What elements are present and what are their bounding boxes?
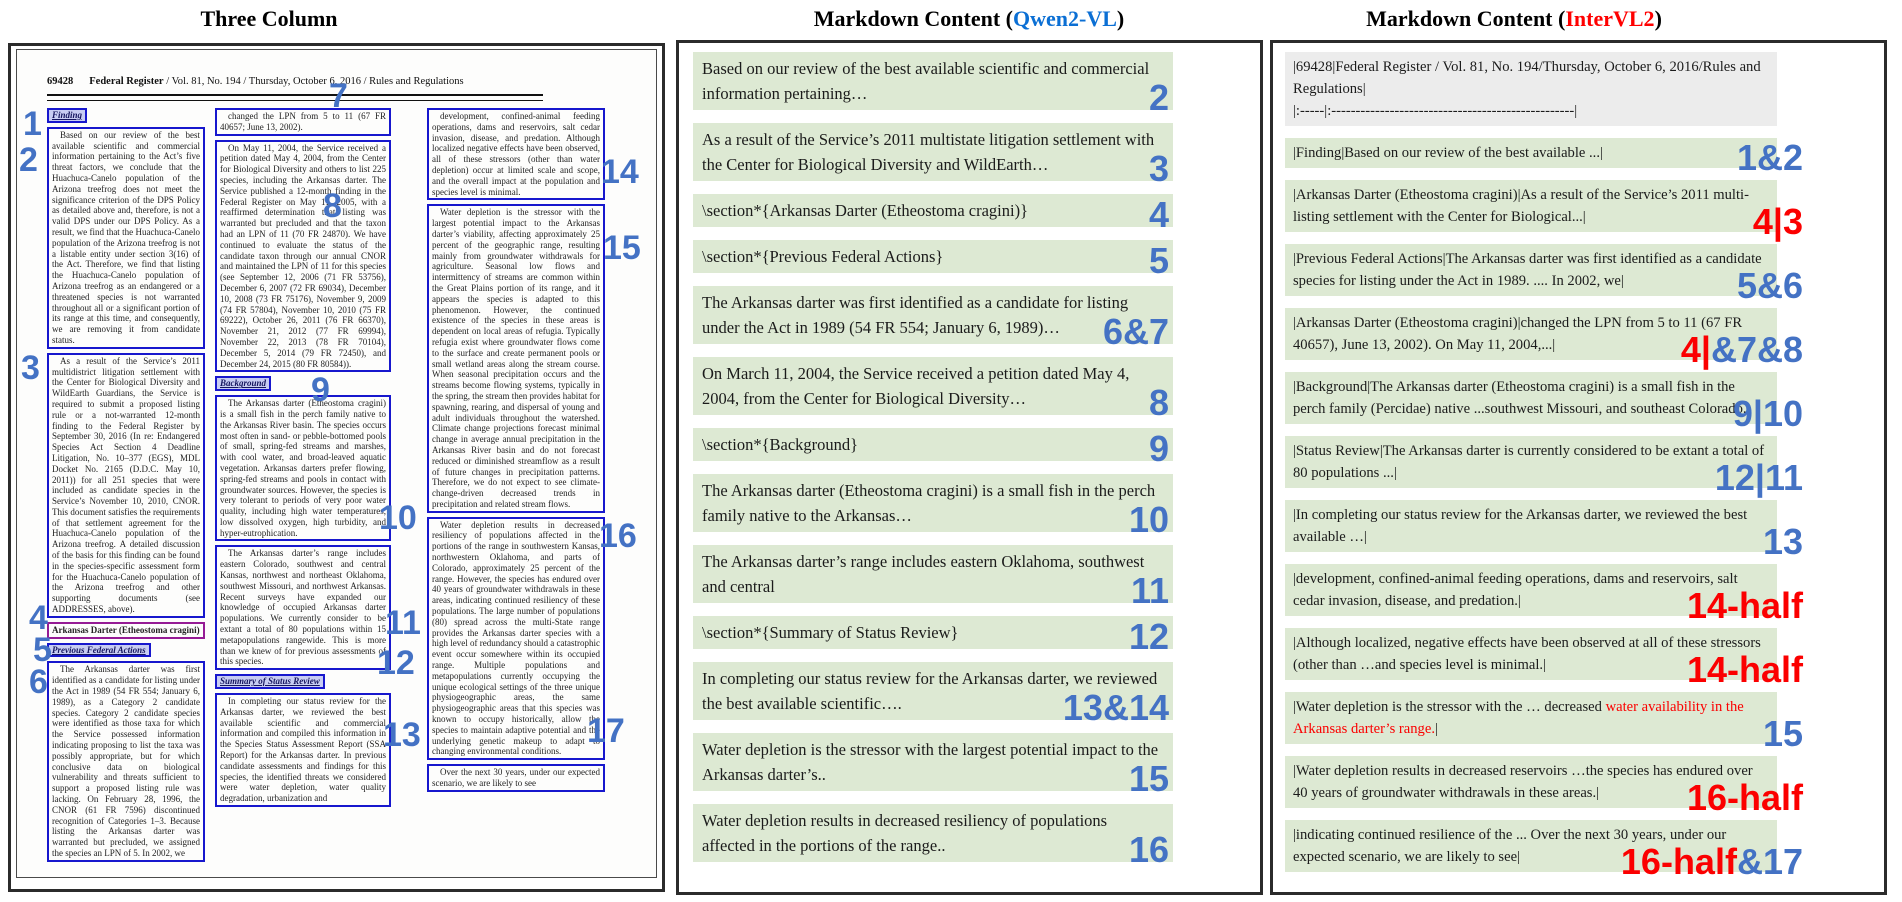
qwen-row-12-region-label: 15 (1128, 758, 1169, 799)
intervl-row-12-region-label-blue: &17 (1736, 841, 1803, 882)
qwen-row-6-text: On March 11, 2004, the Service received a petition dated May 4, 2004, from the Center for Biological Diversity… (702, 364, 1130, 408)
intervl-markdown-panel (1270, 40, 1887, 895)
qwen-row-7 (693, 428, 1173, 469)
intervl-row-8 (1285, 564, 1803, 626)
intervl-row-1-region-label: 1&2 (1736, 137, 1803, 178)
qwen-row-4-region-label: 5 (1148, 240, 1169, 281)
intervl-model-name: InterVL2 (1565, 6, 1655, 31)
intervl-row-10-text-post: | (1434, 721, 1438, 737)
intervl-row-7-text: |In completing our status review for the Arkansas darter, we reviewed the best available …| (1293, 507, 1748, 545)
region-number-7: 7 (329, 77, 348, 115)
region-number-17: 17 (587, 712, 625, 750)
doc-block-16: Water depletion results in decreased resiliency of populations affected in the portions of the range in southwestern Kansas, northwestern Oklahoma, and parts of Colorado, approximately 25 percent of the range. However, the species has endured over 40 years of groundwater withdrawals in these areas, indicating continued resiliency of these populations. The large number of populations (80) spread across the multi-State range provides the Arkansas darter species with a high level of redundancy should a catastrophic event occur somewhere within its occupied range. Multiple populations and metapopulations currently occupying the unique ecological settings of the three unique physiogeographic areas, the same physiogeographic areas that this species was known to occupy historically, allow the species to maintain adaptive potential and the underlying genetic makeup to adapt to changing environmental conditions. (427, 517, 605, 761)
intervl-row-7-region-label: 13 (1762, 521, 1803, 562)
region-number-10: 10 (379, 499, 417, 537)
journal-name: Federal Register (89, 76, 164, 87)
intervl-row-10 (1285, 692, 1803, 754)
intervl-row-8-region-label: 14-half (1686, 585, 1803, 626)
intervl-row-9-region-label: 14-half (1686, 649, 1803, 690)
region-number-12: 12 (377, 644, 415, 682)
intervl-row-11 (1285, 756, 1803, 818)
intervl-row-5-region-label: 9|10 (1732, 393, 1803, 434)
region-number-11: 11 (385, 604, 421, 642)
qwen-row-1-region-label: 2 (1148, 77, 1169, 118)
intervl-row-1-text: |Finding|Based on our review of the best available ...| (1293, 145, 1603, 161)
region-number-8: 8 (323, 187, 342, 225)
doc-block-2: Based on our review of the best available scientific and commercial information pertaining to the Act’s five threat factors, we conclude that the Huachuca-Canelo population of the Arizona treefrog does not meet the significance criterion of the DPS Policy as detailed above and, therefore, is not a valid DPS under our DPS Policy. As a result, we find that the Huachuca-Canelo population of the Arizona treefrog is not a listable entity under section 3(16) of the Act. Therefore, we find that listing the Huachuca-Canelo population of Arizona treefrog as an endangered or a threatened species is not warranted throughout all or a significant portion of its range at this time, and consequently, we are removing it from candidate status. (47, 127, 205, 349)
qwen-row-9-text: The Arkansas darter’s range includes eastern Oklahoma, southwest and central (702, 552, 1145, 596)
region-number-16: 16 (599, 517, 637, 555)
intervl-row-12 (1285, 820, 1803, 882)
intervl-row-4-region-label-blue: &7&8 (1710, 329, 1803, 370)
qwen-row-2-text: As a result of the Service’s 2011 multistate litigation settlement with the Center for Biological Diversity and WildEarth… (702, 130, 1155, 174)
qwen-row-1 (693, 52, 1173, 118)
intervl-row-5 (1285, 372, 1803, 434)
qwen-row-6 (693, 357, 1173, 423)
qwen-row-8-text: The Arkansas darter (Etheostoma cragini) is a small fish in the perch family native to the Arkansas… (702, 481, 1156, 525)
doc-block-17: Over the next 30 years, under our expected scenario, we are likely to see (427, 764, 605, 792)
qwen-title-suffix: ) (1116, 6, 1125, 31)
doc-block-8: On May 11, 2004, the Service received a petition dated May 4, 2004, from the Center for Biological Diversity and others to list 225 species, including the Arkansas darter. The Service published a 12-month finding in the Federal Register on May 11, 2005, with a reaffirmed determination that listing was warranted but precluded and that the taxon had an LPN of 11 (70 FR 24870). We have continued to evaluate the status of the candidate taxon through our annual CNOR and maintained the LPN of 11 for this species (see September 12, 2006 (71 FR 53756), December 6, 2007 (72 FR 69034), December 10, 2008 (73 FR 75176), November 9, 2009 (74 FR 57804), November 10, 2010 (75 FR 69222), October 26, 2011 (76 FR 66370), November 21, 2012 (77 FR 69994), November 22, 2013 (78 FR 70104), December 5, 2014 (79 FR 72450), and December 24, 2015 (80 FR 80584)). (215, 140, 391, 373)
qwen-row-1-text: Based on our review of the best available scientific and commercial information pertaining… (702, 59, 1150, 103)
qwen-row-11 (693, 662, 1173, 728)
region-number-13: 13 (383, 716, 421, 754)
doc-block-13: In completing our status review for the Arkansas darter, we reviewed the best available scientific and commercial information and compiled this information in the Species Status Assessment Report (SSA Report) for the Arkansas darter. In previous candidate assessments and findings for this species, the identified threats we considered were water depletion, water quality degradation, urbanization and (215, 693, 391, 807)
intervl-row-2-region-label: 4|3 (1752, 201, 1803, 242)
intervl-row-2-text: |Arkansas Darter (Etheostoma cragini)|As a result of the Service’s 2011 multi-listing settlement with the Center for Biological...| (1293, 187, 1749, 225)
journal-issue-info: / Vol. 81, No. 194 / Thursday, October 6, 2016 / Rules and Regulations (163, 76, 464, 87)
intervl-row-10-region-label: 15 (1762, 713, 1803, 754)
intervl-row-4-text: |Arkansas Darter (Etheostoma cragini)|changed the LPN from 5 to 11 (67 FR 40657), June 13, 2002). On May 11, 2004,...| (1293, 315, 1743, 353)
intervl-row-2 (1285, 180, 1803, 242)
intervl-row-11-region-label: 16-half (1686, 777, 1803, 818)
qwen-row-4 (693, 240, 1173, 281)
page-number: 69428 (47, 76, 74, 87)
qwen-row-5-text: The Arkansas darter was first identified as a candidate for listing under the Act in 1989 (54 FR 554; January 6, 1989)… (702, 293, 1129, 337)
document-column-1 (47, 108, 205, 866)
document-column-3 (427, 108, 605, 796)
intervl-row-7 (1285, 500, 1803, 562)
intervl-panel-title (1240, 6, 1788, 32)
doc-block-7: changed the LPN from 5 to 11 (67 FR 40657; June 13, 2002). (215, 108, 391, 136)
qwen-row-2 (693, 123, 1173, 189)
intervl-table-header-row (1285, 52, 1777, 126)
intervl-row-4 (1285, 308, 1803, 370)
intervl-row-3 (1285, 244, 1803, 306)
qwen-row-12-text: Water depletion is the stressor with the largest potential impact to the Arkansas darter’s.. (702, 740, 1159, 784)
doc-block-5-previous-actions-heading: Previous Federal Actions (47, 643, 151, 658)
region-number-14: 14 (601, 153, 639, 191)
qwen-row-5 (693, 286, 1173, 352)
doc-block-1-finding-heading: Finding (47, 108, 87, 123)
intervl-row-3-region-label: 5&6 (1736, 265, 1803, 306)
intervl-rows (1273, 43, 1884, 892)
intervl-row-5-text: |Background|The Arkansas darter (Etheostoma cragini) is a small fish in the perch family (Percidae) native ...southwest Missouri, and southeast Colorado.| (1293, 379, 1750, 417)
intervl-row-8-text: |development, confined-animal feeding operations, dams and reservoirs, salt cedar invasion, disease, and predation.| (1293, 571, 1738, 609)
intervl-row-6-text: |Status Review|The Arkansas darter is currently considered to be extant a total of 80 populations ...| (1293, 443, 1765, 481)
qwen-row-11-region-label: 13&14 (1062, 687, 1169, 728)
qwen-rows (679, 43, 1260, 892)
region-number-4: 4 (29, 599, 48, 637)
intervl-row-10-text-pre: |Water depletion is the stressor with the … decreased (1293, 699, 1606, 715)
qwen-row-6-region-label: 8 (1148, 382, 1169, 423)
qwen-row-9-region-label: 11 (1130, 570, 1169, 611)
doc-block-4-species-heading: Arkansas Darter (Etheostoma cragini) (47, 622, 205, 639)
qwen-row-13 (693, 804, 1173, 870)
doc-block-3: As a result of the Service’s 2011 multidistrict litigation settlement with the Center for Biological Diversity and WildEarth Guardians, the Service is required to submit a proposed listing rule or a not-warranted 12-month finding to the Federal Register by September 30, 2016 (In re: Endangered Species Act Section 4 Deadline Litigation, No. 10–377 (EGS), MDL Docket No. 2165 (D.D.C. May 10, 2011)) for all 251 species that were included as candidate species in the Service’s November 10, 2010, CNOR. This document satisfies the requirements of that settlement agreement for the Huachuca-Canelo population of the Arizona treefrog. A detailed discussion of the basis for this finding can be found in the species-specific assessment form for the Huachuca-Canelo population of the Arizona treefrog and other supporting documents (see ADDRESSES, above). (47, 353, 205, 618)
qwen-row-3 (693, 194, 1173, 235)
qwen-row-11-text: In completing our status review for the Arkansas darter, we reviewed the best available scientific…. (702, 669, 1158, 713)
qwen-row-8-region-label: 10 (1128, 499, 1169, 540)
qwen-row-13-region-label: 16 (1128, 829, 1169, 870)
document-page-header (47, 76, 464, 87)
doc-block-9-background-heading: Background (215, 376, 271, 391)
intervl-row-9-text: |Although localized, negative effects have been observed at all of these stressors (other than …and species level is minimal.| (1293, 635, 1761, 673)
qwen-row-3-text: \section*{Arkansas Darter (Etheostoma cragini)} (702, 201, 1029, 220)
intervl-row-1 (1285, 137, 1803, 178)
intervl-header-line1: |69428|Federal Register / Vol. 81, No. 194/Thursday, October 6, 2016/Rules and Regulations| (1293, 59, 1761, 97)
intervl-row-3-text: |Previous Federal Actions|The Arkansas darter was first identified as a candidate species for listing under the Act in 1989. .... In 2002, we| (1293, 251, 1762, 289)
doc-block-12-summary-heading: Summary of Status Review (215, 674, 325, 689)
intervl-row-6-region-label: 12|11 (1714, 457, 1803, 498)
intervl-row-4-region-label-red: 4| (1680, 329, 1711, 370)
qwen-title-prefix: Markdown Content ( (813, 6, 1013, 31)
intervl-row-10-text-error: water availability in the Arkansas darter’s range. (1293, 699, 1744, 737)
document-page (16, 49, 657, 878)
qwen-row-9 (693, 545, 1173, 611)
intervl-row-11-text: |Water depletion results in decreased reservoirs …the species has endured over 40 years of groundwater withdrawals in these areas.| (1293, 763, 1753, 801)
three-column-document-panel (8, 43, 665, 892)
region-number-3: 3 (21, 349, 40, 387)
qwen-row-10-text: \section*{Summary of Status Review} (702, 623, 959, 642)
qwen-row-10-region-label: 12 (1128, 616, 1169, 657)
left-panel-title: Three Column (200, 6, 338, 31)
intervl-title-suffix: ) (1654, 6, 1662, 31)
header-rule (47, 94, 543, 101)
intervl-row-12-text: |indicating continued resilience of the ... Over the next 30 years, under our expected scenario, we are likely to see| (1293, 827, 1727, 865)
qwen-row-10 (693, 616, 1173, 657)
qwen-panel-title (676, 6, 1262, 32)
document-column-2 (215, 108, 391, 811)
qwen-row-5-region-label: 6&7 (1102, 311, 1169, 352)
doc-block-14: development, confined-animal feeding operations, dams and reservoirs, salt cedar invasion, disease, and predation. Although localized negative effects have been observed, all of these stressors (other than water depletion) occur at limited scale and scope, and the overall impact at the population and species level is minimal. (427, 108, 605, 200)
region-number-1: 1 (23, 105, 42, 143)
doc-block-10: The Arkansas darter (Etheostoma cragini) is a small fish in the perch family native to the Arkansas River basin. The species occurs most often in sand- or pebble-bottomed pools of small, spring-fed streams and marshes, with cool water, and broad-leaved aquatic vegetation. Arkansas darters prefer flowing, spring-fed streams and pools in contact with groundwater sources. However, the species is very tolerant to periods of very poor water quality, including high water temperatures, low dissolved oxygen, high turbidity, and hyper-eutrophication. (215, 395, 391, 541)
qwen-row-2-region-label: 3 (1148, 148, 1169, 189)
intervl-header-line2: |:-----|:--------------------------------------------------| (1293, 103, 1578, 119)
region-number-9: 9 (311, 371, 330, 409)
region-number-2: 2 (19, 141, 38, 179)
intervl-row-6 (1285, 436, 1803, 498)
region-number-5: 5 (33, 631, 52, 669)
qwen-row-4-text: \section*{Previous Federal Actions} (702, 247, 944, 266)
qwen-row-13-text: Water depletion results in decreased resiliency of populations affected in the portions of the range.. (702, 811, 1108, 855)
doc-block-15: Water depletion is the stressor with the largest potential impact to the Arkansas darter’s viability, affecting approximately 25 percent of the geographic range, resulting mainly from groundwater withdrawals for agriculture. Seasonal low flows and intermittency of streams are common within the Great Plains portion of its range, and it appears the species is adapted to this phenomenon. However, the continued existence of the species in these areas is dependent on local areas of refugia. Typically refugia exist where groundwater flows come to the surface and create permanent pools or small wetland areas along the stream course. When seasonal precipitation occurs and the streams become flowing systems, typically in the spring, the stream then provides habitat for spawning, rearing, and dispersal of young and adult individuals throughout the watershed. Climate change projections forecast minimal change in average annual precipitation in the Arkansas River basin and do not forecast reduced or diminished streamflow as a result of future changes in precipitation patterns. Therefore, we do not expect to see climate-change-driven decreased trends in precipitation and related stream flows. (427, 204, 605, 512)
qwen-row-7-region-label: 9 (1148, 428, 1169, 469)
qwen-row-7-text: \section*{Background} (702, 435, 859, 454)
doc-block-6: The Arkansas darter was first identified as a candidate for listing under the Act in 1989 (54 FR 554; January 6, 1989), as a Category 2 candidate species. Category 2 candidate species were identified as those taxa for which the Service possessed information indicating proposing to list the taxa was possibly appropriate, but for which conclusive data on biological vulnerability and threats sufficient to support a proposed listing rule was lacking. On February 28, 1996, the CNOR (61 FR 7596) discontinued recognition of Categories 1–3. Because listing the Arkansas darter was warranted but precluded, we assigned the species an LPN of 5. In 2002, we (47, 661, 205, 861)
qwen-markdown-panel (676, 40, 1263, 895)
region-number-15: 15 (603, 229, 641, 267)
region-number-6: 6 (29, 663, 48, 701)
intervl-row-9 (1285, 628, 1803, 690)
doc-block-11: The Arkansas darter’s range includes eastern Colorado, southwest and central Kansas, northwest and northeast Oklahoma, southwest Missouri, and northwest Arkansas. Recent surveys have expanded our knowledge of occupied Arkansas darter populations. We currently consider to be extant a total of 80 populations within 15 metapopulations rangewide. This is more than we knew of for previous assessments of this species. (215, 545, 391, 670)
intervl-title-prefix: Markdown Content ( (1366, 6, 1566, 31)
qwen-model-name: Qwen2-VL (1013, 6, 1117, 31)
qwen-row-8 (693, 474, 1173, 540)
qwen-row-3-region-label: 4 (1148, 194, 1169, 235)
intervl-row-12-region-label-red: 16-half (1620, 841, 1737, 882)
qwen-row-12 (693, 733, 1173, 799)
